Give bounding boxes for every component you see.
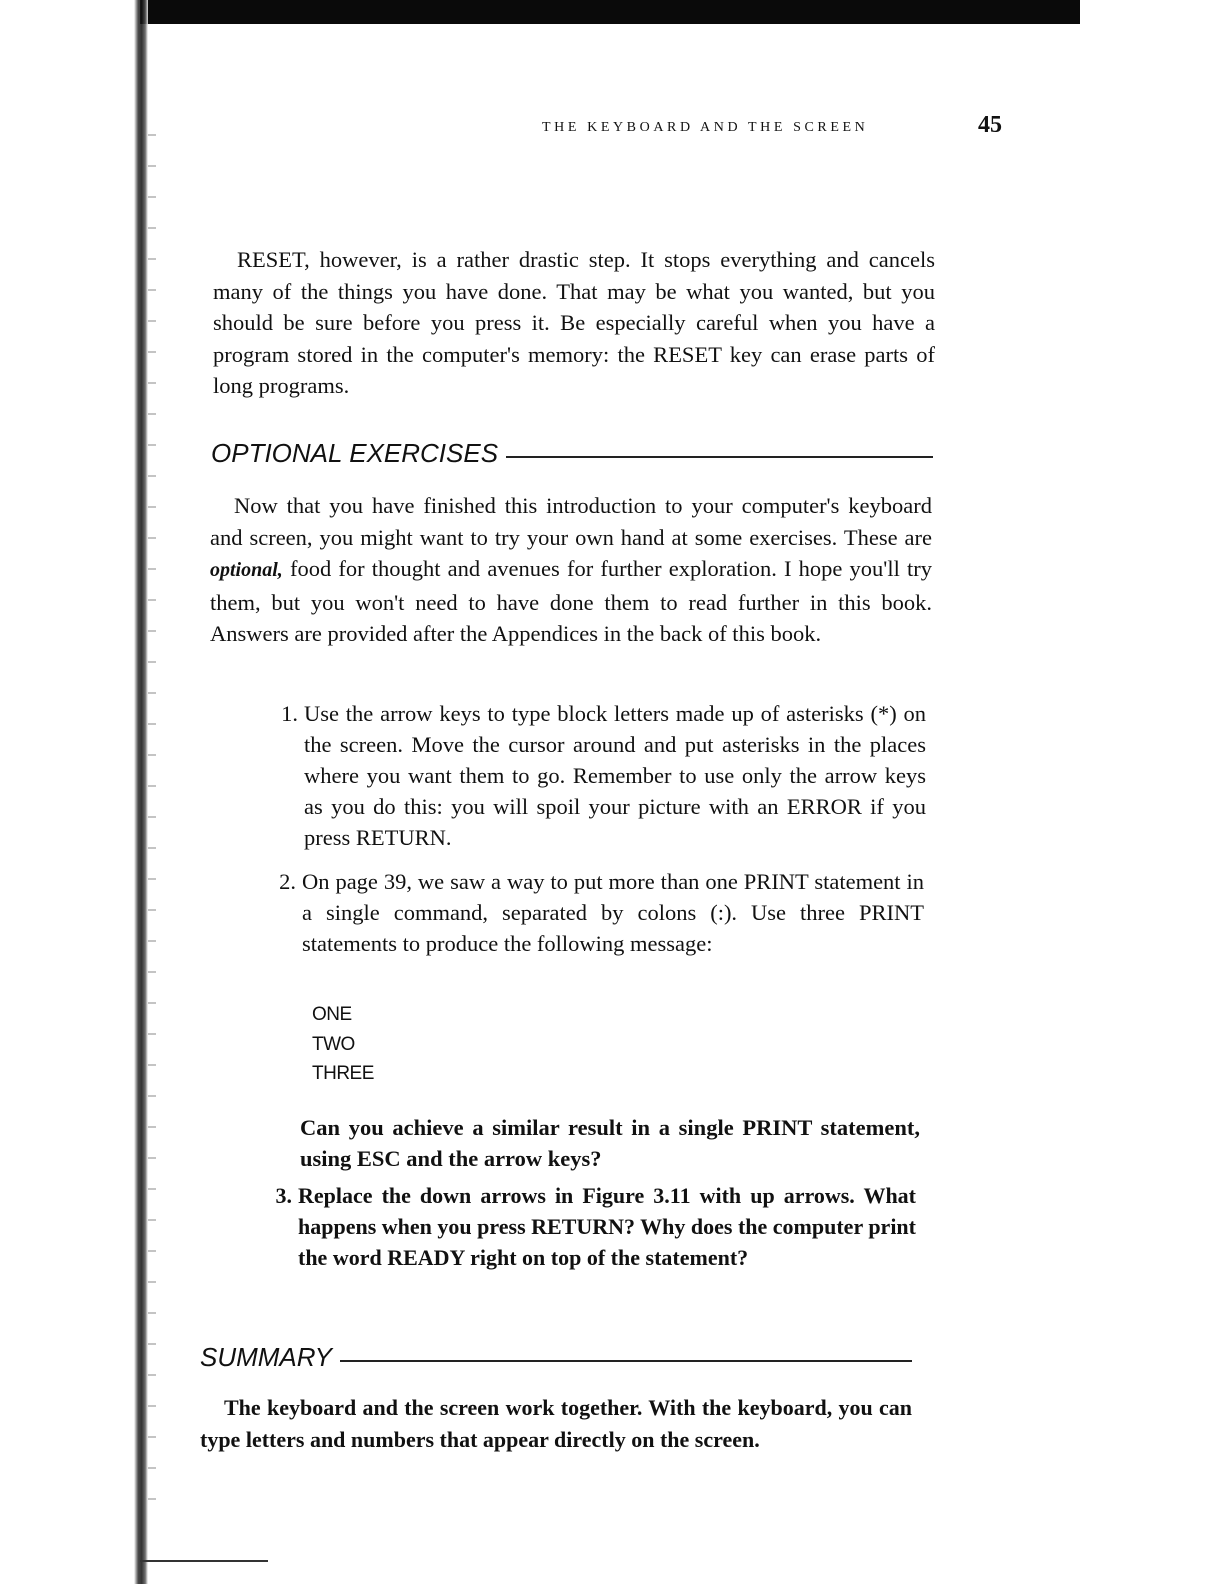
scan-bottom-mark	[140, 1560, 268, 1562]
exercise-text: Use the arrow keys to type block letters made up of asterisks (*) on the screen. Move the cursor around and put asterisks in the places where you want them to go. Remember to use only the arrow keys as you do this: you will spoil your picture with an ERROR if you press RETURN.	[304, 701, 926, 850]
code-line: ONE	[312, 1004, 352, 1025]
optional-exercises-heading	[211, 438, 933, 469]
exercise-item	[281, 698, 926, 853]
heading-rule	[340, 1360, 912, 1362]
scan-top-edge	[140, 0, 1080, 24]
code-output-block	[312, 1000, 374, 1089]
summary-paragraph: The keyboard and the screen work together. With the keyboard, you can type letters and numbers that appear directly on the screen.	[200, 1395, 912, 1452]
running-title: THE KEYBOARD AND THE SCREEN	[542, 120, 869, 135]
heading-rule	[506, 456, 933, 458]
code-line: TWO	[312, 1033, 355, 1055]
optional-exercises-heading-text: OPTIONAL EXERCISES	[211, 438, 499, 468]
scan-spine-texture	[148, 120, 156, 1520]
reset-paragraph: RESET, however, is a rather drastic step. It stops everything and cancels many of the things you have done. That may be what you wanted, but you should be sure before you press it. Be especially careful when you have a program stored in the computer's memory: the RESET key can erase parts of long programs.	[213, 247, 935, 398]
summary-heading	[200, 1342, 912, 1373]
running-header	[520, 112, 1020, 146]
intro-text-before: Now that you have finished this introduction to your computer's keyboard and screen, you might want to try your own hand at some exercises. These are	[210, 493, 932, 550]
scan-spine-shadow	[134, 0, 148, 1584]
exercise-number: 2.	[279, 869, 296, 894]
intro-text-after: food for thought and avenues for further exploration. I hope you'll try them, but you won't need to have done them to read further in this book. Answers are provided after the Appendices in the back of this book.	[210, 556, 932, 646]
summary-heading-text: SUMMARY	[200, 1342, 332, 1372]
exercise-text: On page 39, we saw a way to put more than one PRINT statement in a single command, separated by colons (:). Use three PRINT statements to produce the following message:	[302, 869, 924, 956]
exercise-number: 1.	[281, 701, 298, 726]
exercise-number: 3.	[275, 1183, 292, 1208]
exercise-item	[275, 1180, 916, 1273]
intro-emphasis: optional,	[210, 559, 283, 581]
exercise-text: Replace the down arrows in Figure 3.11 with up arrows. What happens when you press RETURN? Why does the computer print the word READY right on top of the statement?	[298, 1183, 916, 1270]
exercise-followup: Can you achieve a similar result in a single PRINT statement, using ESC and the arrow keys?	[300, 1115, 920, 1171]
exercise-item	[279, 866, 924, 959]
exercises-intro-paragraph	[210, 490, 932, 650]
code-line: THREE	[312, 1063, 374, 1084]
page-number: 45	[978, 112, 1002, 138]
